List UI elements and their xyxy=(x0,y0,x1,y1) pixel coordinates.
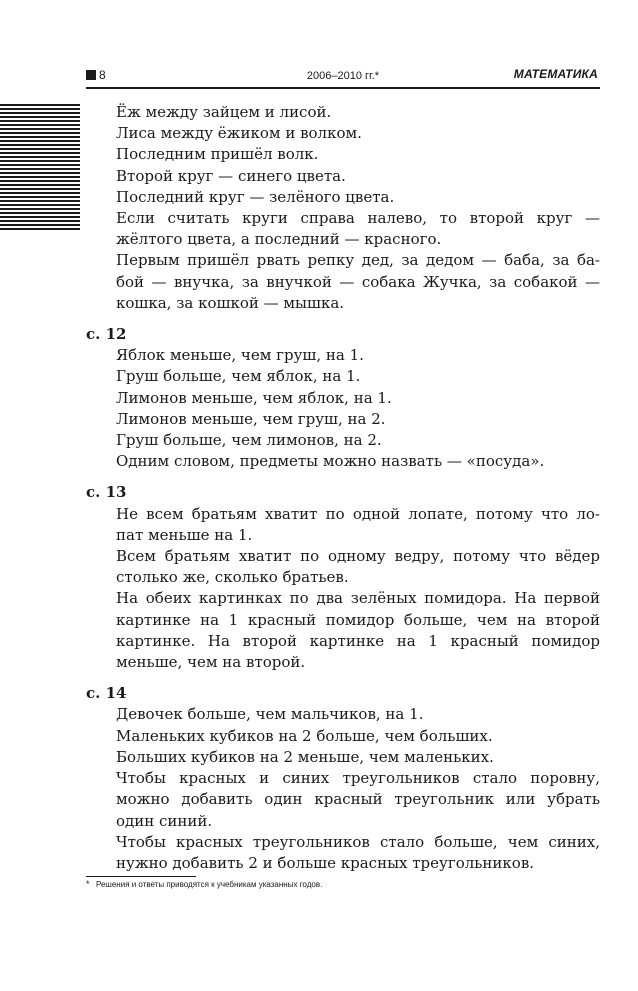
text-line: Одним словом, предметы можно назвать — «посуда». xyxy=(116,452,545,471)
text-line: Чтобы красных и синих треугольников стало поровну, xyxy=(116,769,600,788)
text-line: столько же, сколько братьев. xyxy=(116,568,349,587)
text-line: жёлтого цвета, а последний — красного. xyxy=(116,230,442,249)
text-line: Последний круг — зелёного цвета. xyxy=(116,187,395,206)
section xyxy=(86,482,600,673)
footnote xyxy=(86,876,600,889)
text-line: можно добавить один красный треугольник или убрать xyxy=(116,790,600,809)
text-line: Ёж между зайцем и лисой. xyxy=(116,103,332,121)
text-line: Яблок меньше, чем груш, на 1. xyxy=(116,346,364,365)
text-line: нужно добавить 2 и больше красных треугольников. xyxy=(116,853,535,872)
header-subject: МАТЕМАТИКА xyxy=(513,67,598,81)
footnote-text: Решения и ответы приводятся к учебникам указанных годов. xyxy=(96,880,323,889)
section xyxy=(86,102,600,314)
text-line: меньше, чем на второй. xyxy=(116,653,306,672)
page-number-value: 8 xyxy=(99,68,106,82)
page-header xyxy=(86,66,600,86)
footnote-rule xyxy=(86,876,196,877)
text-line: Лимонов меньше, чем яблок, на 1. xyxy=(116,388,392,407)
text-line: Второй круг — синего цвета. xyxy=(116,166,346,185)
text-line: Маленьких кубиков на 2 больше, чем больших. xyxy=(116,726,493,745)
footnote-marker: * xyxy=(86,879,90,889)
text-line: пат меньше на 1. xyxy=(116,525,253,544)
text-line: Всем братьям хватит по одному ведру, потому что вёдер xyxy=(116,547,600,566)
page-body xyxy=(86,102,600,874)
text-line: Груш больше, чем яблок, на 1. xyxy=(116,367,361,386)
text-line: Больших кубиков на 2 меньше, чем маленьких. xyxy=(116,747,494,766)
header-years: 2006–2010 гг.* xyxy=(306,70,380,82)
text-line: Лимонов меньше, чем груш, на 2. xyxy=(116,409,386,428)
text-line: На обеих картинках по два зелёных помидора. На первой xyxy=(116,589,600,608)
text-line: Груш больше, чем лимонов, на 2. xyxy=(116,431,382,450)
section-heading: с. 14 xyxy=(86,684,127,703)
text-line: один синий. xyxy=(116,811,213,830)
decorative-stripes xyxy=(0,104,80,232)
text-line: Последним пришёл волк. xyxy=(116,145,319,164)
text-line: картинке. На второй картинке на 1 красный помидор xyxy=(116,631,600,650)
text-line: картинке на 1 красный помидор больше, чем на второй xyxy=(116,610,600,629)
text-line: Лиса между ёжиком и волком. xyxy=(116,124,362,143)
section-heading: с. 12 xyxy=(86,325,127,344)
header-rule xyxy=(86,87,600,89)
text-line: Чтобы красных треугольников стало больше, чем синих, xyxy=(116,832,600,851)
text-line: Если считать круги справа налево, то второй круг — xyxy=(116,209,600,228)
section xyxy=(86,324,600,472)
text-line: кошка, за кошкой — мышка. xyxy=(116,293,345,312)
text-line: Не всем братьям хватит по одной лопате, потому что ло- xyxy=(116,504,600,523)
text-line: бой — внучка, за внучкой — собака Жучка, за собакой — xyxy=(116,272,600,291)
text-line: Девочек больше, чем мальчиков, на 1. xyxy=(116,705,424,724)
section xyxy=(86,683,600,874)
text-line: Первым пришёл рвать репку дед, за дедом — баба, за ба- xyxy=(116,251,600,270)
section-heading: с. 13 xyxy=(86,483,127,502)
